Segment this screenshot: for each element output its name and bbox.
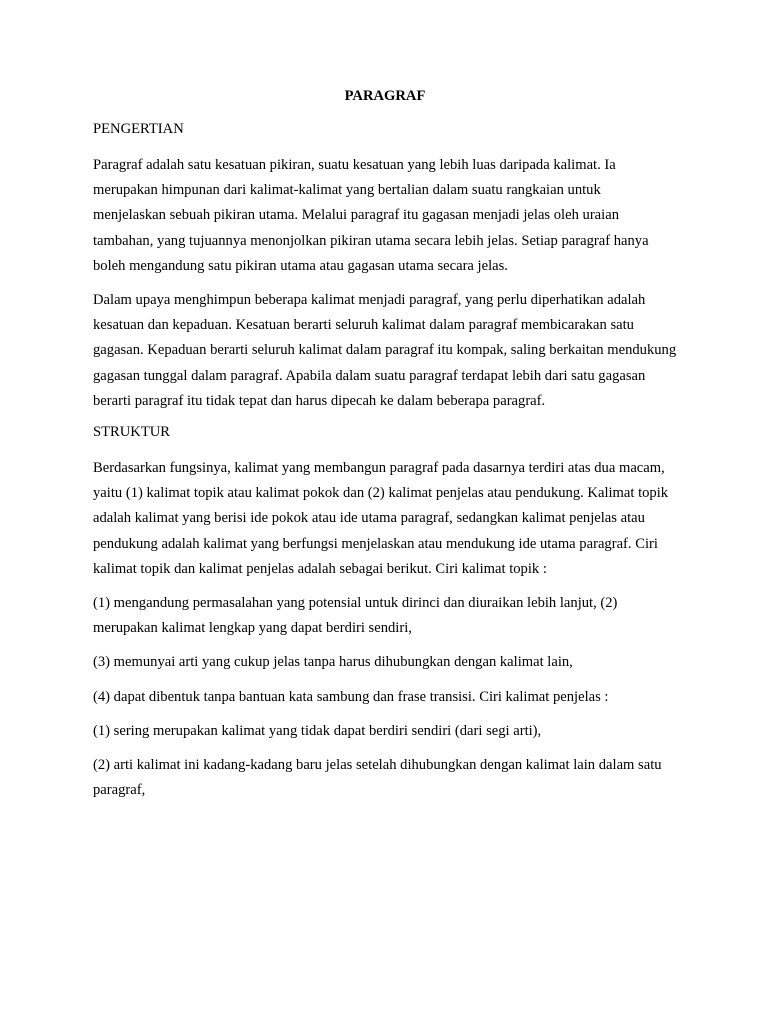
paragraph-struktur-2: (1) mengandung permasalahan yang potensial untuk dirinci dan diuraikan lebih lanjut, (2) merupakan kalimat lengkap yang dapat berdiri sendiri, <box>93 595 618 637</box>
paragraph-pengertian-1: Paragraf adalah satu kesatuan pikiran, suatu kesatuan yang lebih luas daripada kalimat. Ia merupakan himpunan dari kalimat-kalimat yang bertalian dalam suatu rangkaian untuk menjelaskan sebuah pikiran utama. Melalui paragraf itu gagasan menjadi jelas oleh uraian tambahan, yang tujuannya menonjolkan pikiran utama secara lebih jelas. Setiap paragraf hanya boleh mengandung satu pikiran utama atau gagasan utama secara jelas. <box>93 157 649 274</box>
document-body <box>93 87 677 812</box>
paragraph-struktur-5: (1) sering merupakan kalimat yang tidak dapat berdiri sendiri (dari segi arti), <box>93 722 542 739</box>
section-heading-struktur: STRUKTUR <box>93 424 171 441</box>
section-heading-pengertian: PENGERTIAN <box>93 121 184 137</box>
paragraph-struktur-3: (3) memunyai arti yang cukup jelas tanpa harus dihubungkan dengan kalimat lain, <box>93 654 573 671</box>
document-title: PARAGRAF <box>344 88 426 104</box>
paragraph-struktur-6: (2) arti kalimat ini kadang-kadang baru jelas setelah dihubungkan dengan kalimat lain dalam satu paragraf, <box>93 757 662 799</box>
paragraph-pengertian-2: Dalam upaya menghimpun beberapa kalimat menjadi paragraf, yang perlu diperhatikan adalah kesatuan dan kepaduan. Kesatuan berarti seluruh kalimat dalam paragraf membicarakan satu gagasan. Kepaduan berarti seluruh kalimat dalam paragraf itu kompak, saling berkaitan mendukung gagasan tunggal dalam paragraf. Apabila dalam suatu paragraf terdapat lebih dari satu gagasan berarti paragraf itu tidak tepat dan harus dipecah ke dalam beberapa paragraf. <box>93 292 677 409</box>
paragraph-struktur-1: Berdasarkan fungsinya, kalimat yang membangun paragraf pada dasarnya terdiri atas dua macam, yaitu (1) kalimat topik atau kalimat pokok dan (2) kalimat penjelas atau pendukung. Kalimat topik adalah kalimat yang berisi ide pokok atau ide utama paragraf, sedangkan kalimat penjelas atau pendukung adalah kalimat yang berfungsi menjelaskan atau mendukung ide utama paragraf. Ciri kalimat topik dan kalimat penjelas adalah sebagai berikut. Ciri kalimat topik : <box>93 460 669 577</box>
paragraph-struktur-4: (4) dapat dibentuk tanpa bantuan kata sambung dan frase transisi. Ciri kalimat penjelas : <box>93 688 609 705</box>
